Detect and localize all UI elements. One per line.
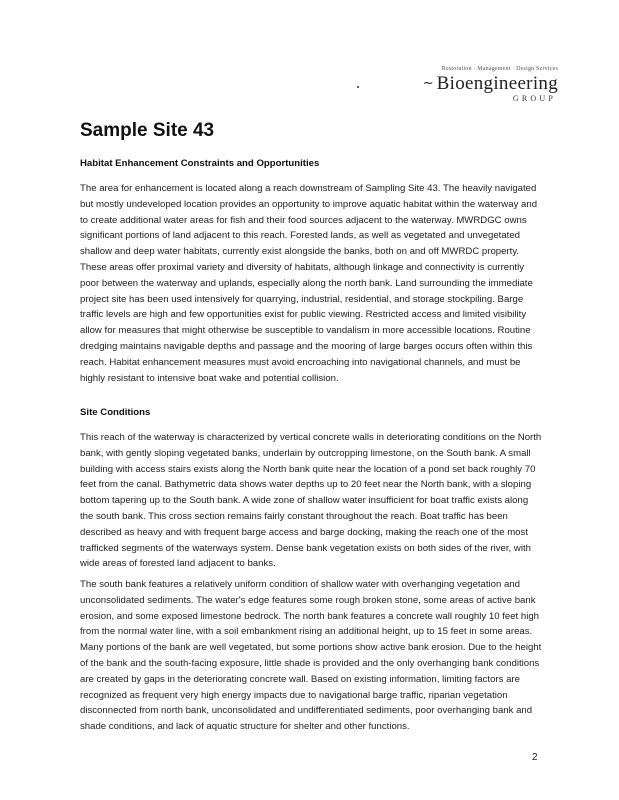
section-heading-site-conditions: Site Conditions xyxy=(80,407,151,418)
logo-name-row xyxy=(398,74,558,93)
page-title: Sample Site 43 xyxy=(80,120,215,141)
logo-swoosh-icon: ~ xyxy=(422,76,434,91)
logo-group: GROUP xyxy=(512,94,556,103)
page-number: 2 xyxy=(532,752,538,763)
paragraph-site-conditions-1: This reach of the waterway is characterized by vertical concrete walls in deteriorating conditions on the North bank, with gently sloping vegetated banks, underlain by outcropping limestone, on the South bank. A small building with access stairs exists along the North bank quite near the location of a pond set back roughly 70 feet from the canal. Bathymetric data shows water depths up to 20 feet near the North bank, with a sloping bottom tapering up to the South bank. A wide zone of shallow water insufficient for boat traffic exists along the south bank. This cross section remains fairly constant throughout the reach. Boat traffic has been described as heavy and with frequent barge access and barge docking, making the reach one of the most trafficked segments of the waterways system. Dense bank vegetation exists on both sides of the river, with wide areas of forested land adjacent to banks. xyxy=(80,432,542,570)
section-heading-habitat: Habitat Enhancement Constraints and Opportunities xyxy=(80,158,320,169)
logo-name: Bioengineering xyxy=(436,73,558,94)
dot-mark xyxy=(357,86,359,88)
paragraph-habitat-1: The area for enhancement is located along a reach downstream of Sampling Site 43. The heavily navigated but mostly undeveloped location provides an opportunity to improve aquatic habitat within the waterway and to create additional water areas for fish and their food sources adjacent to the waterway. MWRDGC owns significant portions of land adjacent to this reach. Forested lands, as well as vegetated and unvegetated shallow and deep water habitats, currently exist alongside the banks, both on and off MWRDC property. These areas offer proximal variety and diversity of habitats, although linkage and connectivity is currently poor between the waterway and uplands, especially along the north bank. Land surrounding the immediate project site has been used intensively for quarrying, industrial, residential, and storage stockpiling. Barge traffic levels are high and few opportunities exist for public viewing. Restricted access and limited visibility allow for measures that might otherwise be susceptible to vandalism in more accessible locations. Routine dredging maintains navigable depths and passage and the mooring of large barges occurs often within this reach. Habitat enhancement measures must avoid encroaching into navigational channels, and must be highly resistant to intensive boat wake and potential collision. xyxy=(80,183,538,384)
logo-tagline: Restoration · Management · Design Services xyxy=(441,66,558,72)
bioengineering-group-logo xyxy=(398,66,558,103)
paragraph-site-conditions-2: The south bank features a relatively uniform condition of shallow water with overhanging vegetation and unconsolidated sediments. The water's edge features some rough broken stone, some areas of active bank erosion, and some exposed limestone bedrock. The north bank features a concrete wall roughly 10 feet high from the normal water line, with a soil embankment rising an additional height, up to 15 feet in some areas. Many portions of the bank are well vegetated, but some portions show active bank erosion. Due to the height of the bank and the south-facing exposure, little shade is provided and the only overhanging bank conditions are created by gaps in the deteriorating concrete wall. Based on existing information, limiting factors are recognized as frequent very high energy impacts due to navigational barge traffic, riparian vegetation disconnected from north bank, unconsolidated and undifferentiated sediments, poor overhanging bank and shade conditions, and lack of aquatic structure for shelter and other functions. xyxy=(80,579,542,733)
